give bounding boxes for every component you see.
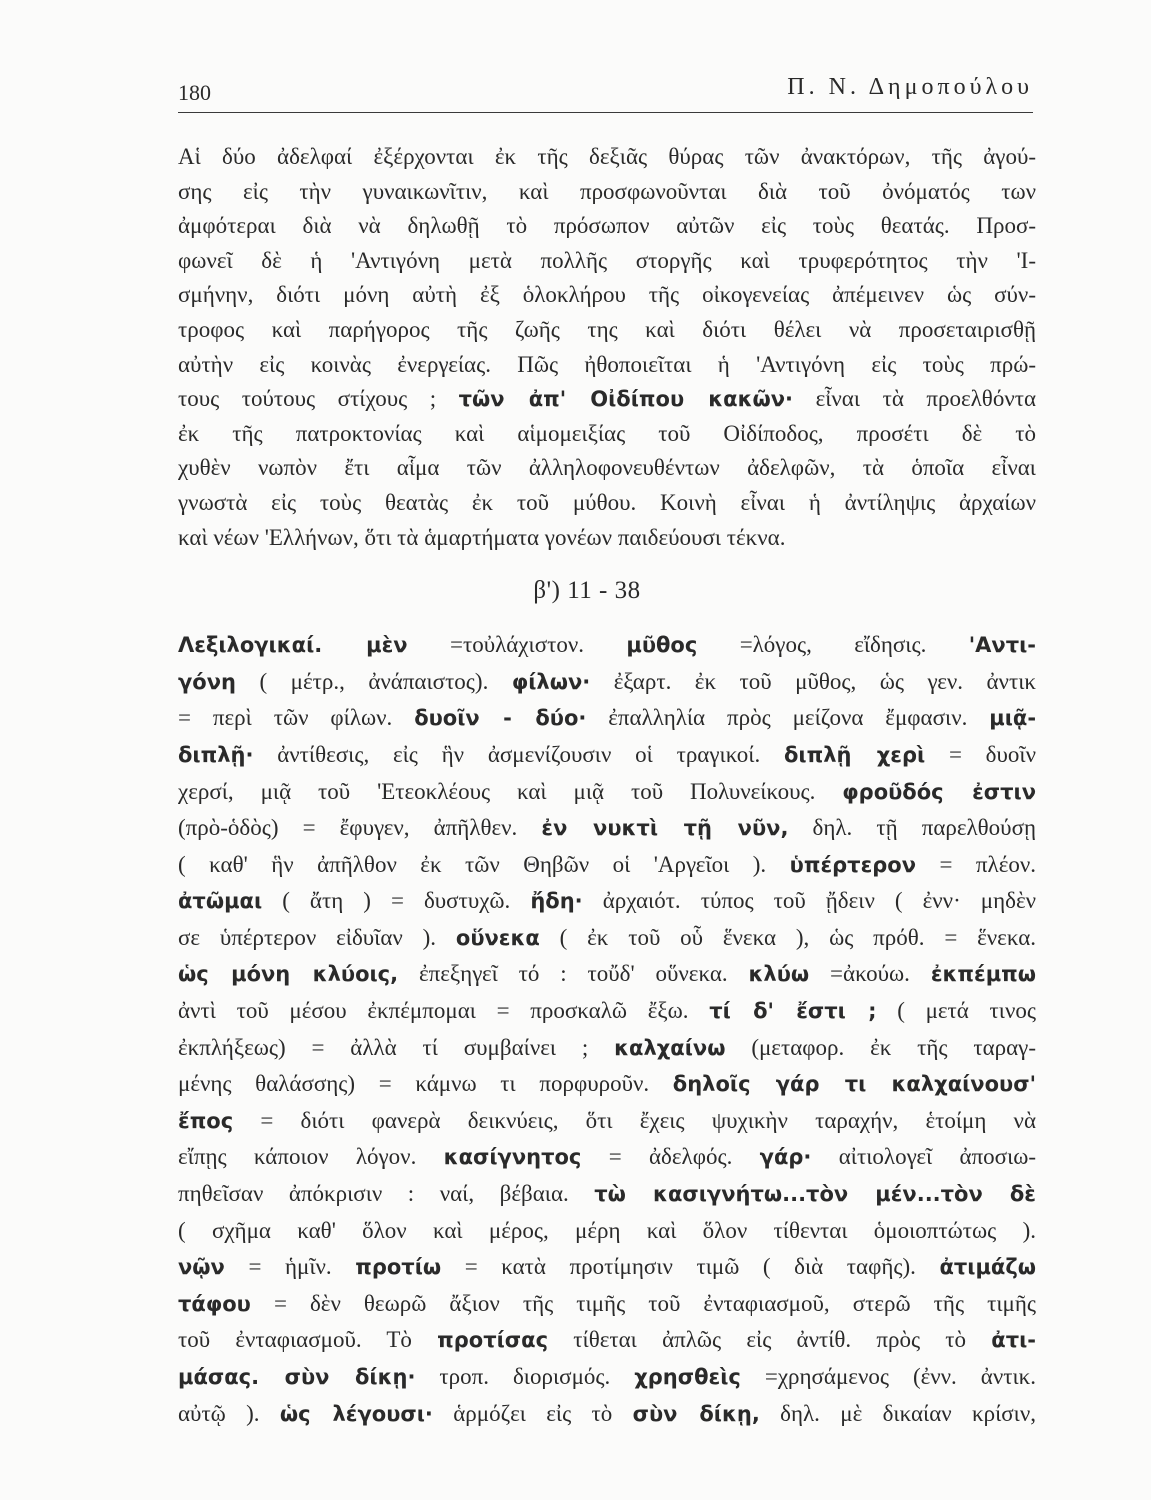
lemma: χρησθεὶς [634, 1365, 741, 1389]
gloss: (πρὸ-ὁδὸς) = ἔφυγεν, ἀπῆλθεν. [178, 815, 518, 841]
gloss: ἁρμόζει εἰς τὸ [453, 1400, 613, 1426]
gloss: = κατὰ προτίμησιν τιμῶ ( διὰ ταφῆς). [464, 1254, 916, 1280]
quoted-phrase: τῶν ἀπ' Οἰδίπου κακῶν· [458, 387, 794, 412]
lemma: μιᾷ- [989, 706, 1036, 731]
gloss: μένης θαλάσσης) = κάμνω τι πορφυροῦν. [178, 1071, 650, 1097]
gloss-line [178, 700, 1036, 737]
gloss: τροπ. διορισμός. [439, 1364, 611, 1389]
gloss: ( ἄτη ) = δυστυχῶ. [282, 888, 511, 914]
gloss: δηλ. μὲ δικαίαν κρίσιν, [780, 1400, 1036, 1426]
text-line: Αἱ δύο ἀδελφαί ἐξέρχονται ἐκ τῆς δεξιᾶς θύρας τῶν ἀνακτόρων, τῆς ἀγού- [178, 144, 1036, 169]
lemma: καλχαίνω [614, 1035, 726, 1060]
gloss-line [178, 737, 1036, 774]
gloss-line [178, 1249, 1036, 1286]
running-title: Π. Ν. Δημοπούλου [787, 74, 1033, 100]
text-line: τροφος καὶ παρήγορος τῆς ζωῆς της καὶ διότι θέλει νὰ προσεταιρισθῇ [178, 316, 1036, 342]
text-line: αὐτὴν εἰς κοινὰς ἐνεργείας. Πῶς ἠθοποιεῖται ἡ 'Αντιγόνη εἰς τοὺς πρώ- [178, 351, 1036, 377]
gloss: ( μετά τινος [897, 998, 1036, 1024]
gloss: =τοὐλάχιστον. [450, 632, 584, 658]
text-line: καὶ νέων 'Ελλήνων, ὅτι τὰ ἁμαρτήματα γονέων παιδεύουσι τέκνα. [178, 524, 786, 550]
gloss-line [178, 920, 1036, 957]
lemma: διπλῇ· [178, 742, 254, 767]
gloss: =χρησάμενος (ἐνν. ἀντικ. [764, 1364, 1036, 1389]
gloss-line [178, 1103, 1036, 1140]
gloss: ἀρχαιότ. τύπος τοῦ ᾔδειν ( ἐνν· μηδὲν [602, 888, 1036, 914]
gloss-line [178, 1286, 1036, 1323]
body-text [178, 140, 1036, 1432]
glossary-paragraph [178, 627, 1036, 1432]
lemma: ἀτῶμαι [178, 889, 263, 914]
lemma: μάσας. σὺν δίκῃ· [178, 1365, 416, 1389]
gloss: = δυοῖν [948, 741, 1036, 767]
gloss-line [178, 1176, 1036, 1213]
running-head [178, 70, 1033, 110]
lemma: μῦθος [626, 633, 698, 658]
text-line: φωνεῖ δὲ ἡ 'Αντιγόνη μετὰ πολλῆς στοργῆς καὶ τρυφερότητος τὴν 'Ι- [178, 247, 1036, 273]
lemma: ὡς μόνη κλύοις, [178, 962, 399, 987]
lemma: ὑπέρτερον [789, 852, 917, 877]
gloss-line [178, 847, 1036, 884]
header-rule [178, 112, 1033, 113]
text-run: εἶναι τὰ προελθόντα [815, 386, 1036, 412]
lemma: δυοῖν - δύο· [414, 706, 587, 731]
gloss-line [178, 664, 1036, 701]
gloss: αἰτιολογεῖ ἀποσιω- [838, 1144, 1036, 1170]
gloss-line [178, 1322, 1036, 1359]
lemma: τάφου [178, 1291, 251, 1316]
gloss: αὐτῷ ). [178, 1400, 260, 1426]
lemma: ὡς λέγουσι· [279, 1401, 433, 1426]
gloss: (μεταφορ. ἐκ τῆς ταραγ- [751, 1034, 1036, 1060]
gloss: ( μέτρ., ἀνάπαιστος). [259, 668, 489, 694]
gloss: ἀντὶ τοῦ μέσου ἐκπέμπομαι = προσκαλῶ ἔξω. [178, 998, 689, 1024]
text-line: σμήνην, διότι μόνη αὐτὴ ἐξ ὁλοκλήρου τῆς οἰκογενείας ἀπέμεινεν ὡς σύν- [178, 282, 1036, 308]
gloss: εἴπῃς κάποιον λόγον. [178, 1144, 417, 1170]
gloss-line [178, 627, 1036, 664]
lemma: φίλων· [511, 669, 591, 694]
gloss-line [178, 1213, 1036, 1250]
lemma: νῷν [178, 1255, 225, 1280]
lemma: γόνη [178, 669, 236, 694]
lemma: δηλοῖς γάρ τι καλχαίνουσ' [672, 1072, 1036, 1097]
lemma: 'Αντι- [968, 633, 1036, 658]
gloss-line [178, 993, 1036, 1030]
gloss: =λόγος, εἴδησις. [739, 632, 927, 658]
gloss: ( ἐκ τοῦ οὗ ἕνεκα ), ὡς πρόθ. = ἕνεκα. [559, 924, 1036, 950]
gloss: = δὲν θεωρῶ ἄξιον τῆς τιμῆς τοῦ ἐνταφιασμοῦ, στερῶ τῆς τιμῆς [273, 1290, 1036, 1316]
gloss: τοῦ ἐνταφιασμοῦ. Τὸ [178, 1327, 412, 1353]
gloss: ἀντίθεσις, εἰς ἣν ἀσμενίζουσιν οἱ τραγικοί. [277, 741, 761, 767]
lemma: ἀτι- [991, 1328, 1036, 1353]
lemma: ἐκπέμπω [930, 962, 1036, 987]
gloss-line [178, 1030, 1036, 1067]
gloss-line [178, 1139, 1036, 1176]
gloss: = ἡμῖν. [248, 1254, 332, 1280]
gloss: ἐπαλληλία πρὸς μείζονα ἔμφασιν. [608, 705, 968, 731]
lemma: διπλῇ χερὶ [783, 742, 926, 767]
gloss: χερσί, μιᾷ τοῦ 'Ετεοκλέους καὶ μιᾷ τοῦ Πολυνείκους. [178, 778, 816, 804]
text-line: γνωστὰ εἰς τοὺς θεατὰς ἐκ τοῦ μύθου. Κοινὴ εἶναι ἡ ἀντίληψις ἀρχαίων [178, 489, 1036, 515]
gloss: τίθεται ἀπλῶς εἰς ἀντίθ. πρὸς τὸ [573, 1327, 967, 1353]
gloss: = περὶ τῶν φίλων. [178, 705, 393, 731]
text-line [178, 382, 1036, 417]
lemma: ἔπος [178, 1108, 234, 1133]
gloss-line [178, 1359, 1036, 1396]
gloss: = πλέον. [939, 851, 1036, 877]
lemma: ἐν νυκτὶ τῇ νῦν, [541, 816, 789, 841]
gloss: ( καθ' ἣν ἀπῆλθον ἐκ τῶν Θηβῶν οἱ 'Αργεῖοι ). [178, 851, 767, 877]
gloss-line [178, 956, 1036, 993]
lemma: ἤδη· [530, 889, 583, 914]
section-heading: β') 11 - 38 [533, 577, 641, 605]
gloss: =ἀκούω. [830, 961, 910, 987]
lemma: ἀτιμάζω [939, 1255, 1036, 1280]
gloss: πηθεῖσαν ἀπόκρισιν : ναί, βέβαια. [178, 1181, 569, 1207]
lemma: κλύω [748, 962, 810, 987]
text-line: σης εἰς τὴν γυναικωνῖτιν, καὶ προσφωνοῦνται διὰ τοῦ ὀνόματός των [178, 178, 1036, 204]
lemma: προτίσας [437, 1328, 549, 1353]
gloss: ἐξαρτ. ἐκ τοῦ μῦθος, ὡς γεν. ἀντικ [613, 668, 1036, 694]
gloss: σε ὑπέρτερον εἰδυῖαν ). [178, 924, 437, 950]
gloss: δηλ. τῇ παρελθούσῃ [812, 815, 1036, 841]
gloss: = ἀδελφός. [608, 1144, 733, 1170]
lemma: κασίγνητος [443, 1145, 582, 1170]
gloss-line [178, 883, 1036, 920]
commentary-paragraph [178, 140, 1036, 555]
lemma: προτίω [355, 1255, 442, 1280]
gloss-line [178, 1066, 1036, 1103]
gloss-line [178, 810, 1036, 847]
text-line: ἀμφότεραι διὰ νὰ δηλωθῇ τὸ πρόσωπον αὐτῶν εἰς τοὺς θεατάς. Προσ- [178, 213, 1036, 239]
text-run: τους τούτους στίχους ; [178, 386, 437, 412]
gloss: = διότι φανερὰ δεικνύεις, ὅτι ἔχεις ψυχικὴν ταραχήν, ἑτοίμη νὰ [260, 1107, 1036, 1133]
gloss: ἐπεξηγεῖ τό : τοὔδ' οὕνεκα. [418, 961, 728, 987]
gloss: ( σχῆμα καθ' ὅλον καὶ μέρος, μέρη καὶ ὅλον τίθενται ὁμοιοπτώτως ). [178, 1217, 1036, 1243]
page-number: 180 [178, 80, 211, 105]
gloss-line [178, 1396, 1036, 1433]
text-line: ἐκ τῆς πατροκτονίας καὶ αἱμομειξίας τοῦ Οἰδίποδος, προσέτι δὲ τὸ [178, 420, 1036, 446]
lemma: Λεξιλογικαί. μὲν [178, 633, 408, 658]
lemma: γάρ· [759, 1145, 812, 1170]
lemma: σὺν δίκῃ, [632, 1401, 760, 1426]
lemma: οὕνεκα [455, 925, 540, 950]
lemma: τὼ κασιγνήτω...τὸν μέν...τὸν δὲ [594, 1182, 1036, 1207]
lemma: φροῦδός ἐστιν [842, 779, 1036, 804]
lemma: τί δ' ἔστι ; [709, 999, 877, 1024]
text-line: χυθὲν νωπὸν ἔτι αἷμα τῶν ἀλληλοφονευθέντων ἀδελφῶν, τὰ ὁποῖα εἶναι [178, 455, 1036, 481]
gloss-line [178, 774, 1036, 811]
gloss: ἐκπλήξεως) = ἀλλὰ τί συμβαίνει ; [178, 1034, 589, 1060]
